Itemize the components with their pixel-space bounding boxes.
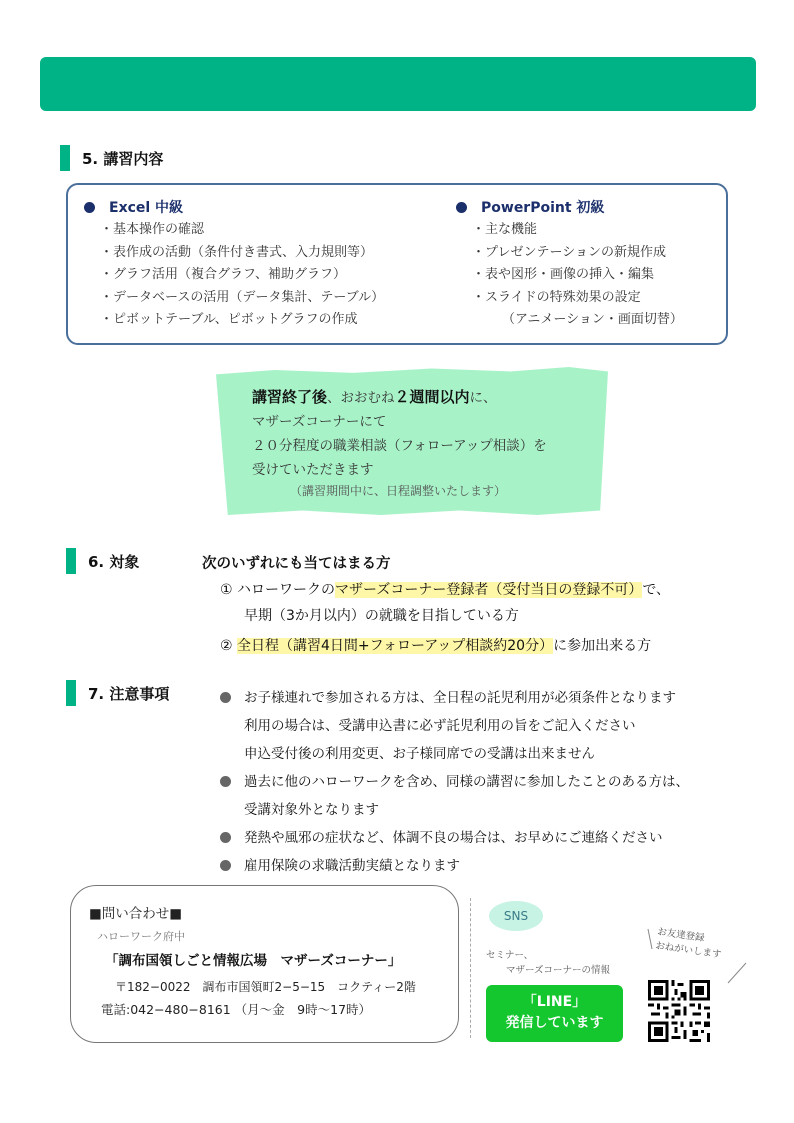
section-marker <box>66 548 76 574</box>
highlight-text: マザーズコーナー登録者（受付当日の登録不可） <box>335 582 643 598</box>
list-item: ・基本操作の確認 <box>100 222 205 237</box>
powerpoint-list <box>456 219 683 332</box>
list-item: （アニメーション・画面切替） <box>502 312 683 327</box>
bullet-icon <box>220 692 231 703</box>
contact-heading: ■問い合わせ■ <box>89 906 183 922</box>
excel-column <box>84 197 384 332</box>
bullet-icon <box>220 776 231 787</box>
sns-caption: セミナー、 マザーズコーナーの情報 <box>486 950 611 976</box>
list-item: ・主な機能 <box>472 222 538 237</box>
notice-item-4: 雇用保険の求職活動実績となります <box>218 852 689 880</box>
excel-list <box>84 219 384 332</box>
note-line1: 講習終了後、おおむね２週間以内に、 <box>252 388 497 406</box>
contact-org: ハローワーク府中 <box>97 930 185 943</box>
target-item-1: ① ハローワークのマザーズコーナー登録者（受付当日の登録不可）で、 <box>220 582 671 598</box>
highlight-text: 全日程（講習4日間+フォローアップ相談約20分） <box>237 638 554 654</box>
section6-title: 6. 対象 <box>88 552 140 571</box>
excel-heading: Excel 中級 <box>84 197 384 217</box>
powerpoint-column <box>456 197 683 332</box>
powerpoint-heading: PowerPoint 初級 <box>456 197 683 217</box>
list-item: ・表や図形・画像の挿入・編集 <box>472 267 655 282</box>
note-line4: 受けていただきます <box>252 462 374 478</box>
contact-box <box>70 885 459 1043</box>
contact-name: 「調布国領しごと情報広場 マザーズコーナー」 <box>105 953 402 969</box>
section5-title: 5. 講習内容 <box>82 149 164 168</box>
section7-heading <box>66 680 169 706</box>
course-content-box <box>66 183 728 345</box>
notice-item-3: 発熱や風邪の症状など、体調不良の場合は、お早めにご連絡ください <box>218 824 689 852</box>
bullet-icon <box>456 202 467 213</box>
sns-bubble: SNS <box>489 901 543 931</box>
note-subtext: （講習期間中に、日程調整いたします） <box>290 484 507 498</box>
divider <box>470 898 471 1038</box>
section-marker <box>66 680 76 706</box>
note-line3: ２０分程度の職業相談（フォローアップ相談）を <box>252 438 547 454</box>
section6-heading <box>66 548 139 574</box>
section6-lead: 次のいずれにも当てはまる方 <box>202 556 391 572</box>
section7-body <box>218 684 689 880</box>
section5-heading <box>60 145 163 171</box>
bullet-icon <box>220 860 231 871</box>
note-line2: マザーズコーナーにて <box>252 414 387 430</box>
contact-phone: 電話:042−480−8161 （月〜金 9時〜17時） <box>101 1002 372 1017</box>
notice-item-1: お子様連れで参加される方は、全日程の託児利用が必須条件となります 利用の場合は、受講申込書に必ず託児利用の旨をご記入ください 申込受付後の利用変更、お子様同席での受講は出来ません <box>218 684 689 768</box>
list-item: ・プレゼンテーションの新規作成 <box>472 244 666 260</box>
list-item: ・グラフ活用（複合グラフ、補助グラフ） <box>100 267 346 282</box>
notice-item-2: 過去に他のハローワークを含め、同様の講習に参加したことのある方は、 受講対象外となります <box>218 768 689 824</box>
friend-note: お友達登録 おねがいします <box>654 926 723 961</box>
bullet-icon <box>220 832 231 843</box>
section7-title: 7. 注意事項 <box>88 684 170 703</box>
line-button[interactable]: 「LINE」 発信しています <box>486 985 623 1042</box>
header-band <box>40 57 756 111</box>
section6-body <box>202 551 670 659</box>
target-item-1-line2: 早期（3か月以内）の就職を目指している方 <box>244 608 519 624</box>
contact-address: 〒182−0022 調布市国領町2−5−15 コクティー2階 <box>115 980 416 994</box>
list-item: ・スライドの特殊効果の設定 <box>472 289 641 305</box>
list-item: ・表作成の活動（条件付き書式、入力規則等） <box>100 244 374 260</box>
target-item-2: ② 全日程（講習4日間+フォローアップ相談約20分）に参加出来る方 <box>220 638 652 654</box>
list-item: ・ピボットテーブル、ピボットグラフの作成 <box>100 312 358 327</box>
list-item: ・データベースの活用（データ集計、テーブル） <box>100 289 385 305</box>
bullet-icon <box>84 202 95 213</box>
qr-code-icon[interactable] <box>648 980 710 1042</box>
section-marker <box>60 145 70 171</box>
followup-note <box>252 385 547 482</box>
